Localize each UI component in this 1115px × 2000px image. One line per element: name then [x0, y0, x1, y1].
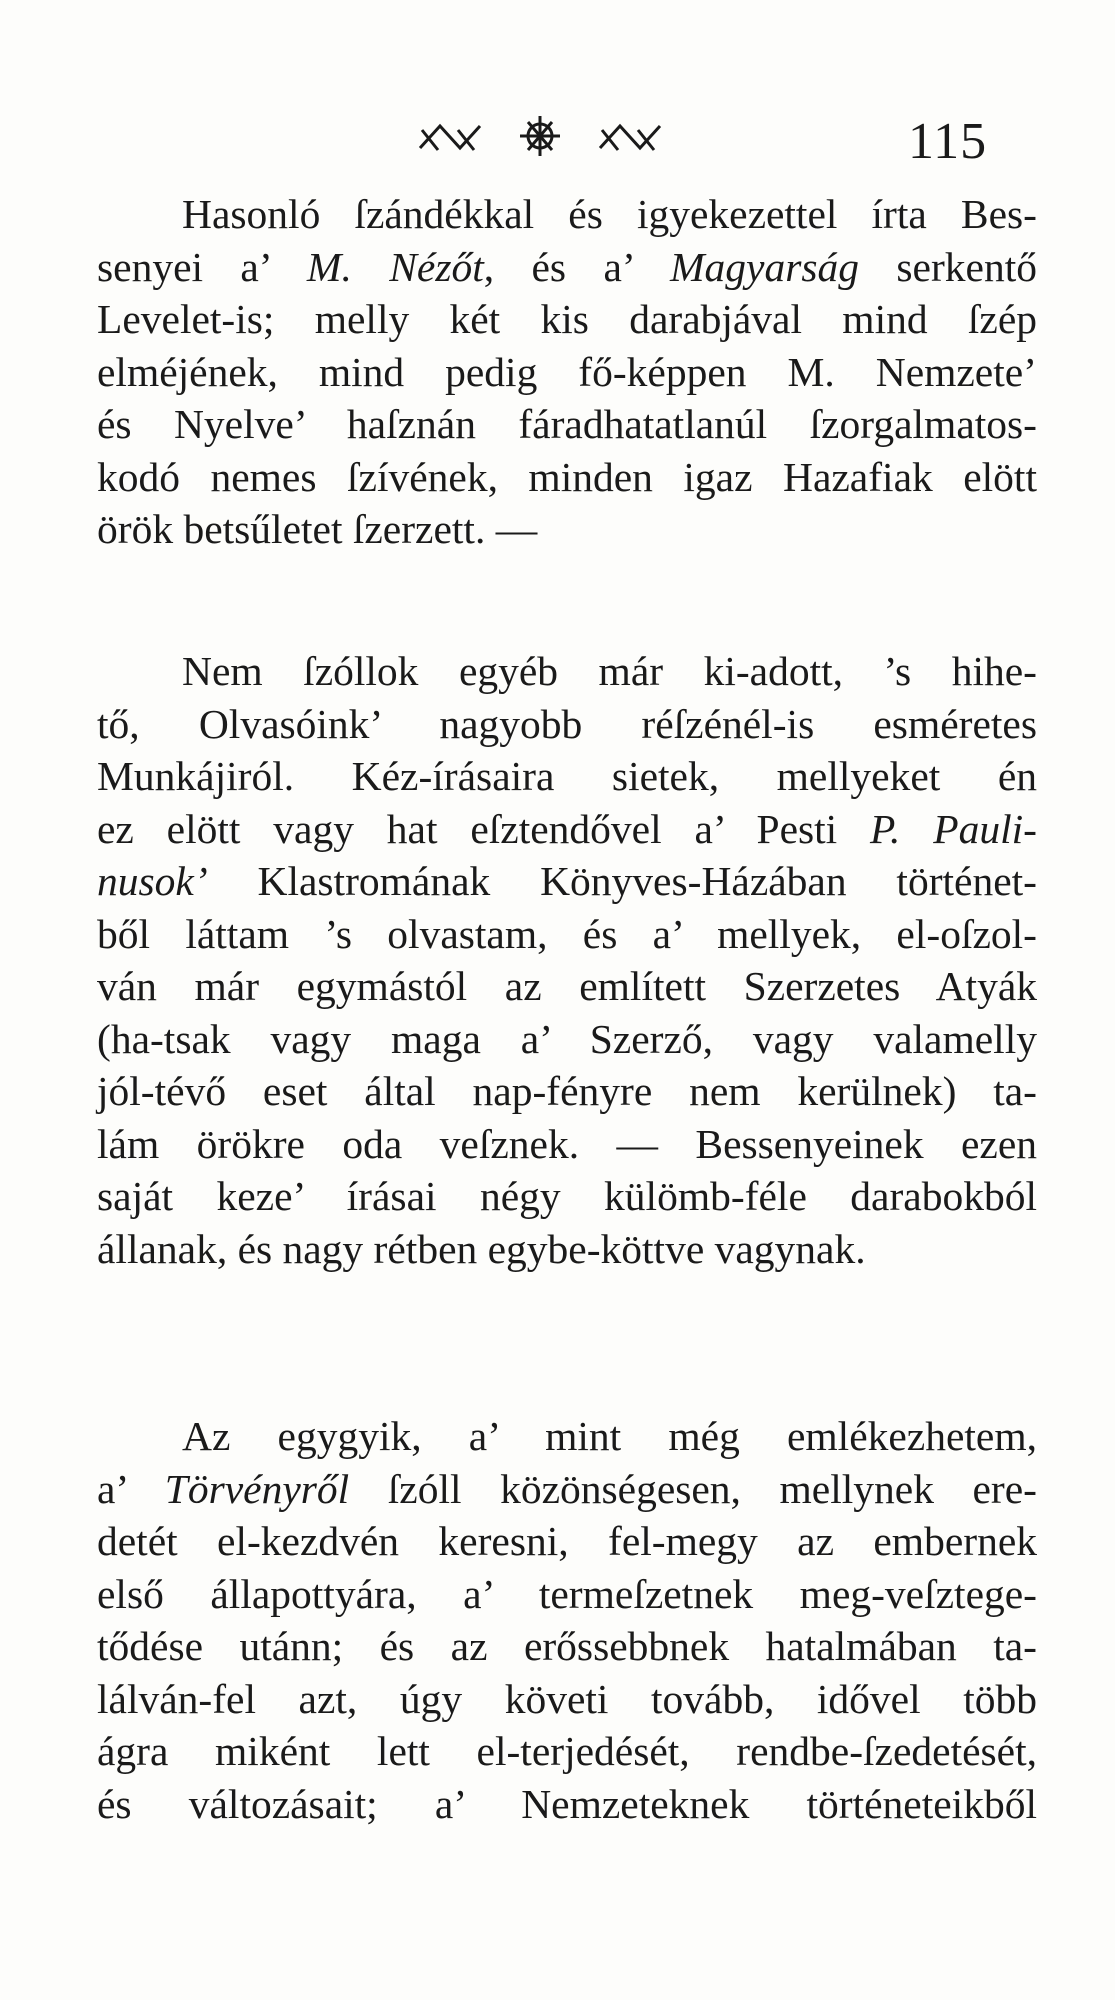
printers-ornament-icon	[400, 108, 680, 168]
text-line: tődése utánn; és az erőssebbnek hatalmában ta-	[97, 1623, 1037, 1669]
text-line: ből láttam ’s olvastam, és a’ mellyek, el-oſzol-	[97, 910, 1037, 957]
text-line: tő, Olvasóink’ nagyobb réſzénél-is esméretes	[97, 700, 1037, 747]
text-line: jól-tévő eset által nap-fényre nem kerülnek) ta-	[97, 1068, 1037, 1114]
text-line: Nem ſzóllok egyéb már ki-adott, ’s hihe-	[182, 648, 1037, 694]
text-line: lám örökre oda veſznek. — Bessenyeinek ezen	[97, 1120, 1037, 1167]
text-line: állanak, és nagy rétben egybe-köttve vagynak.	[97, 1225, 866, 1272]
text-line: (ha-tsak vagy maga a’ Szerző, vagy valamelly	[97, 1015, 1037, 1062]
page-number: 115	[908, 113, 988, 170]
paragraph-1	[97, 188, 1037, 556]
text-line: elméjének, mind pedig fő-képpen M. Nemzete’	[97, 348, 1037, 395]
page-header	[0, 108, 1115, 178]
text-line: Levelet-is; melly két kis darabjával mind ſzép	[97, 296, 1037, 342]
text-line: örök betsűletet ſzerzett. —	[97, 506, 538, 552]
text-line: és Nyelve’ haſznán fáradhatatlanúl ſzorgalmatos-	[97, 401, 1037, 447]
text-line: lálván-fel azt, úgy követi tovább, idővel több	[97, 1675, 1037, 1722]
paragraph-3	[97, 1410, 1037, 1830]
text-line: kodó nemes ſzívének, minden igaz Hazafiak elött	[97, 453, 1037, 500]
text-line: detét el-kezdvén keresni, fel-megy az embernek	[97, 1518, 1037, 1564]
text-line: a’ Törvényről ſzóll közönségesen, mellynek ere-	[97, 1465, 1037, 1512]
text-line: és változásait; a’ Nemzeteknek történeteikből	[97, 1780, 1037, 1827]
text-line: nusok’ Klastromának Könyves-Házában történet-	[97, 858, 1037, 904]
text-line: ágra miként lett el-terjedését, rendbe-ſzedetését,	[97, 1728, 1037, 1774]
text-line: első állapottyára, a’ termeſzetnek meg-veſztege-	[97, 1570, 1037, 1617]
text-line: saját keze’ írásai négy külömb-féle darabokból	[97, 1173, 1037, 1219]
text-line: Munkájiról. Kéz-írásaira sietek, mellyeket én	[97, 753, 1037, 799]
text-line: Hasonló ſzándékkal és igyekezettel írta Bes-	[182, 191, 1037, 237]
text-line: ván már egymástól az említett Szerzetes Atyák	[97, 963, 1037, 1009]
paragraph-2	[97, 645, 1037, 1275]
text-line: ez elött vagy hat eſztendővel a’ Pesti P. Pauli-	[97, 805, 1037, 852]
text-line: senyei a’ M. Nézőt, és a’ Magyarság serkentő	[97, 243, 1037, 290]
text-line: Az egygyik, a’ mint még emlékezhetem,	[182, 1413, 1037, 1459]
